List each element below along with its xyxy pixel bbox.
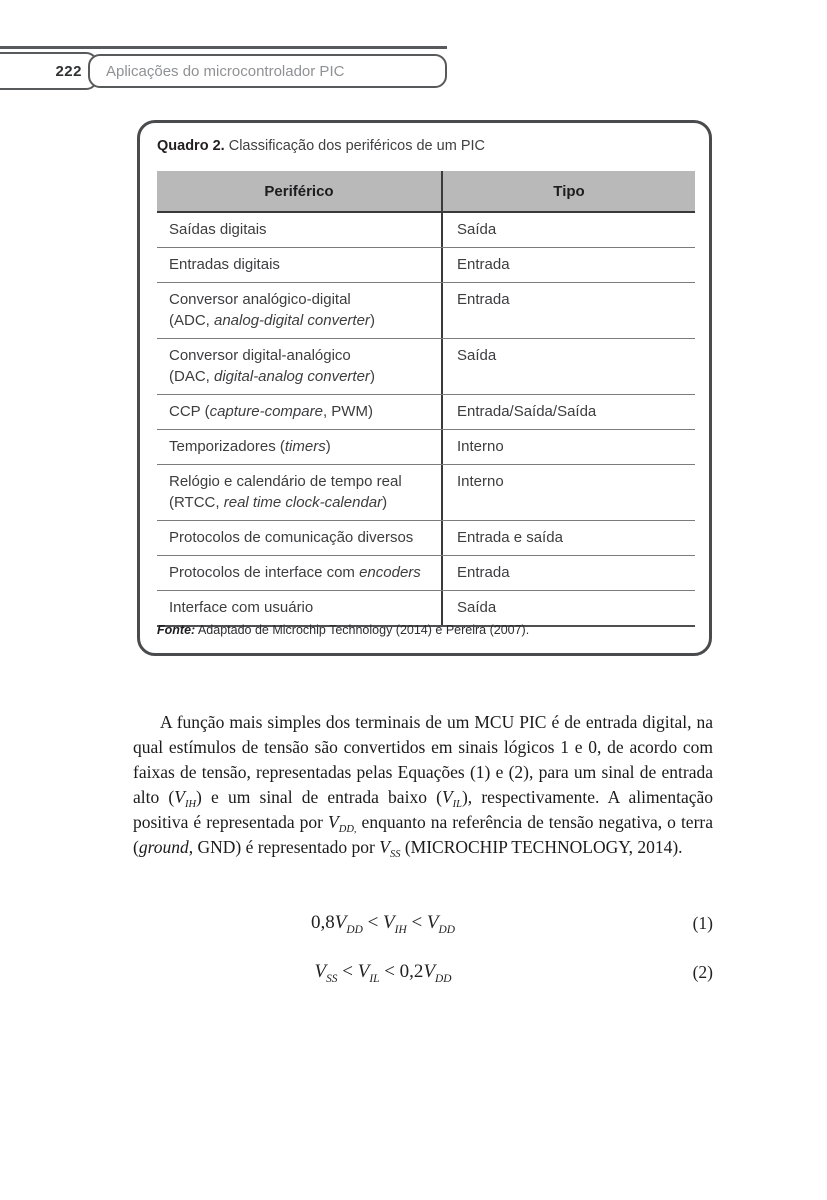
cell-tipo: Entrada xyxy=(457,256,510,273)
cell-tipo: Entrada xyxy=(457,564,510,581)
table-row xyxy=(157,395,695,430)
cell-peripheral: Temporizadores (timers) xyxy=(157,430,443,464)
cell-tipo: Entrada/Saída/Saída xyxy=(457,403,597,420)
cell-peripheral: Saídas digitais xyxy=(157,213,443,247)
quadro-card xyxy=(137,120,712,656)
body-paragraph: A função mais simples dos terminais de um MCU PIC é de entrada digital, na qual estímulos de tensão são convertidos em sinais lógicos 1 e 0, de acordo com faixas de tensão, representadas pelas Equações (1) e (2), para um sinal de entrada alto $(V_{IH})$ e um sinal de entrada baixo $(V_{IL})$, respectivamente. A alimentação positiva é representada por $V_{DD,}$ enquanto na referência de tensão negativa, o terra (ground, GND) é representado por $V_{SS}$ (MICROCHIP TECHNOLOGY, 2014). xyxy=(133,712,713,861)
table-row xyxy=(157,283,695,339)
quadro-caption xyxy=(157,138,485,154)
cell-peripheral: Relógio e calendário de tempo real (RTCC, real time clock-calendar) xyxy=(157,465,443,520)
table-row xyxy=(157,465,695,521)
equation-2 xyxy=(133,961,713,989)
table-row xyxy=(157,521,695,556)
cell-peripheral: Protocolos de comunicação diversos xyxy=(157,521,443,555)
table-row xyxy=(157,339,695,395)
page-number: 222 xyxy=(55,62,82,80)
chapter-title-box xyxy=(88,54,447,88)
quadro-caption-text: Classificação dos periféricos de um PIC xyxy=(224,138,485,154)
cell-tipo: Saída xyxy=(457,347,497,364)
fonte-note xyxy=(157,623,529,637)
quadro-caption-label: Quadro 2. xyxy=(157,138,225,154)
cell-peripheral: Entradas digitais xyxy=(157,248,443,282)
cell-tipo: Saída xyxy=(457,221,497,238)
table-row xyxy=(157,213,695,248)
cell-peripheral: Protocolos de interface com encoders xyxy=(157,556,443,590)
header-rule xyxy=(0,46,447,49)
cell-peripheral: Interface com usuário xyxy=(157,591,443,625)
table-header-peripheral: Periférico xyxy=(157,171,443,211)
fonte-text: Adaptado de Microchip Technology (2014) e Pereira (2007). xyxy=(195,623,530,637)
cell-tipo: Interno xyxy=(457,438,504,455)
table-row xyxy=(157,248,695,283)
page-number-box xyxy=(0,52,98,90)
equation-2-expression: $V_{SS} < V_{IL} < 0,2V_{DD}$ xyxy=(314,961,452,985)
peripherals-table xyxy=(157,171,695,627)
cell-peripheral: Conversor digital-analógico (DAC, digital-analog converter) xyxy=(157,339,443,394)
quadro-table-body xyxy=(157,213,695,627)
fonte-label: Fonte: xyxy=(157,623,196,637)
cell-tipo: Interno xyxy=(457,473,504,490)
table-row xyxy=(157,591,695,627)
cell-tipo: Saída xyxy=(457,599,497,616)
table-header-tipo: Tipo xyxy=(553,182,585,200)
cell-peripheral: CCP (capture-compare, PWM) xyxy=(157,395,443,429)
equation-2-number: (2) xyxy=(692,962,713,982)
cell-tipo: Entrada e saída xyxy=(457,529,563,546)
table-row xyxy=(157,556,695,591)
equation-1-number: (1) xyxy=(692,913,713,933)
table-header-row xyxy=(157,171,695,213)
equation-1 xyxy=(133,912,713,940)
table-row xyxy=(157,430,695,465)
cell-tipo: Entrada xyxy=(457,291,510,308)
equation-1-expression: $0,8V_{DD} < V_{IH} < V_{DD}$ xyxy=(311,912,455,936)
chapter-title: Aplicações do microcontrolador PIC xyxy=(106,62,345,80)
cell-peripheral: Conversor analógico-digital (ADC, analog-digital converter) xyxy=(157,283,443,338)
